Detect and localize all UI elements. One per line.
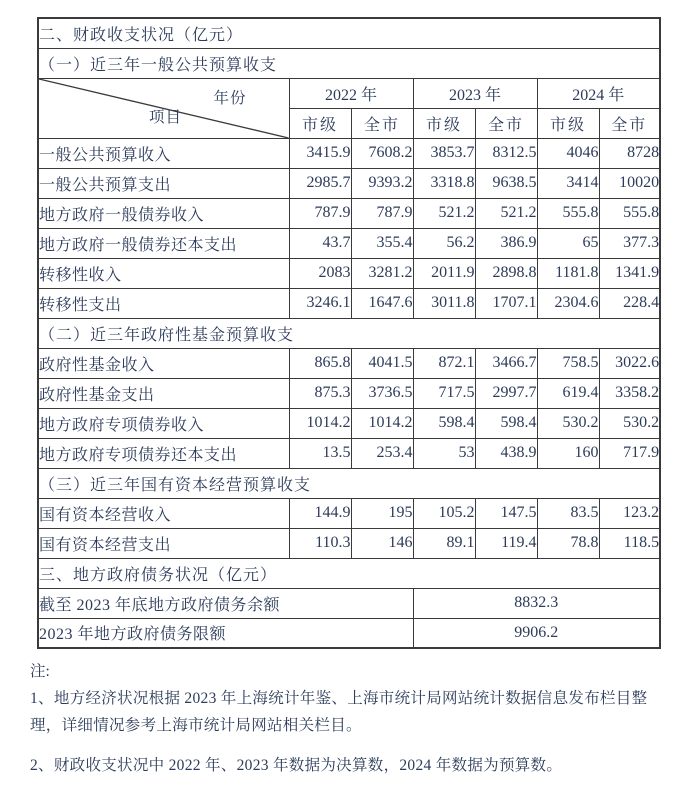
row-label: 国有资本经营收入 xyxy=(38,498,289,528)
value-cell: 3022.6 xyxy=(599,348,660,378)
subsection-row-govt-funds xyxy=(38,318,660,348)
value-cell: 3415.9 xyxy=(289,138,351,168)
note-heading: 注: xyxy=(30,663,50,680)
table-row xyxy=(38,378,660,408)
value-cell: 7608.2 xyxy=(351,138,413,168)
subsection-title-general-budget: （一）近三年一般公共预算收支 xyxy=(38,48,660,78)
corner-cell xyxy=(38,78,289,138)
value-cell: 1341.9 xyxy=(599,258,660,288)
table-row xyxy=(38,168,660,198)
value-cell: 875.3 xyxy=(289,378,351,408)
row-label: 转移性收入 xyxy=(38,258,289,288)
value-cell: 10020 xyxy=(599,168,660,198)
value-cell: 717.9 xyxy=(599,438,660,468)
value-cell: 872.1 xyxy=(413,348,475,378)
value-cell: 228.4 xyxy=(599,288,660,318)
value-cell: 598.4 xyxy=(475,408,537,438)
row-label: 转移性支出 xyxy=(38,288,289,318)
value-cell: 146 xyxy=(351,528,413,558)
value-cell: 530.2 xyxy=(599,408,660,438)
value-cell: 2985.7 xyxy=(289,168,351,198)
value-cell: 521.2 xyxy=(475,198,537,228)
value-cell: 123.2 xyxy=(599,498,660,528)
footnotes xyxy=(30,658,670,779)
table-row xyxy=(38,438,660,468)
value-cell: 598.4 xyxy=(413,408,475,438)
value-cell: 3011.8 xyxy=(413,288,475,318)
value-cell: 3281.2 xyxy=(351,258,413,288)
value-cell: 865.8 xyxy=(289,348,351,378)
row-label: 政府性基金支出 xyxy=(38,378,289,408)
row-label: 地方政府一般债券收入 xyxy=(38,198,289,228)
note-item-2: 2、财政收支状况中 2022 年、2023 年数据为决算数，2024 年数据为预算数。 xyxy=(30,757,563,774)
level-header: 市级 xyxy=(413,108,475,138)
section-title-fiscal: 二、财政收支状况（亿元） xyxy=(38,18,660,48)
value-cell: 530.2 xyxy=(537,408,599,438)
section-row-debt xyxy=(38,558,660,588)
value-cell: 787.9 xyxy=(289,198,351,228)
row-label: 地方政府专项债券还本支出 xyxy=(38,438,289,468)
subsection-row-general-budget xyxy=(38,48,660,78)
value-cell: 521.2 xyxy=(413,198,475,228)
year-header-2023: 2023 年 xyxy=(413,78,537,108)
value-cell: 355.4 xyxy=(351,228,413,258)
value-cell: 1181.8 xyxy=(537,258,599,288)
value-cell: 2997.7 xyxy=(475,378,537,408)
value-cell: 160 xyxy=(537,438,599,468)
value-cell: 110.3 xyxy=(289,528,351,558)
value-cell: 1647.6 xyxy=(351,288,413,318)
value-cell: 195 xyxy=(351,498,413,528)
level-header: 全市 xyxy=(599,108,660,138)
table-row-debt xyxy=(38,618,660,648)
corner-year-label: 年份 xyxy=(213,89,247,107)
year-header-2024: 2024 年 xyxy=(537,78,660,108)
value-cell: 717.5 xyxy=(413,378,475,408)
subsection-row-state-capital xyxy=(38,468,660,498)
value-cell: 9638.5 xyxy=(475,168,537,198)
level-header: 全市 xyxy=(475,108,537,138)
value-cell: 3736.5 xyxy=(351,378,413,408)
year-header-2022: 2022 年 xyxy=(289,78,413,108)
row-label: 一般公共预算支出 xyxy=(38,168,289,198)
value-cell: 118.5 xyxy=(599,528,660,558)
value-cell: 377.3 xyxy=(599,228,660,258)
debt-value: 8832.3 xyxy=(413,588,660,618)
row-label: 国有资本经营支出 xyxy=(38,528,289,558)
value-cell: 555.8 xyxy=(537,198,599,228)
section-title-debt: 三、地方政府债务状况（亿元） xyxy=(38,558,660,588)
subsection-title-state-capital: （三）近三年国有资本经营预算收支 xyxy=(38,468,660,498)
value-cell: 4041.5 xyxy=(351,348,413,378)
value-cell: 3414 xyxy=(537,168,599,198)
value-cell: 1707.1 xyxy=(475,288,537,318)
value-cell: 43.7 xyxy=(289,228,351,258)
value-cell: 4046 xyxy=(537,138,599,168)
value-cell: 13.5 xyxy=(289,438,351,468)
value-cell: 105.2 xyxy=(413,498,475,528)
section-row-fiscal xyxy=(38,18,660,48)
debt-label: 截至 2023 年底地方政府债务余额 xyxy=(38,588,413,618)
value-cell: 119.4 xyxy=(475,528,537,558)
value-cell: 3318.8 xyxy=(413,168,475,198)
subsection-title-govt-funds: （二）近三年政府性基金预算收支 xyxy=(38,318,660,348)
value-cell: 3466.7 xyxy=(475,348,537,378)
corner-item-label: 项目 xyxy=(149,108,183,126)
value-cell: 65 xyxy=(537,228,599,258)
note-item-1: 1、地方经济状况根据 2023 年上海统计年鉴、上海市统计局网站统计数据信息发布栏目整理，详细情况参考上海市统计局网站相关栏目。 xyxy=(30,690,648,734)
value-cell: 3246.1 xyxy=(289,288,351,318)
debt-value: 9906.2 xyxy=(413,618,660,648)
value-cell: 3853.7 xyxy=(413,138,475,168)
value-cell: 147.5 xyxy=(475,498,537,528)
table-row xyxy=(38,408,660,438)
value-cell: 8728 xyxy=(599,138,660,168)
table-row xyxy=(38,528,660,558)
row-label: 一般公共预算收入 xyxy=(38,138,289,168)
value-cell: 78.8 xyxy=(537,528,599,558)
table-row xyxy=(38,198,660,228)
level-header: 市级 xyxy=(537,108,599,138)
value-cell: 9393.2 xyxy=(351,168,413,198)
value-cell: 2304.6 xyxy=(537,288,599,318)
value-cell: 144.9 xyxy=(289,498,351,528)
table-row-debt xyxy=(38,588,660,618)
value-cell: 758.5 xyxy=(537,348,599,378)
row-label: 地方政府专项债券收入 xyxy=(38,408,289,438)
value-cell: 787.9 xyxy=(351,198,413,228)
value-cell: 2011.9 xyxy=(413,258,475,288)
level-header: 市级 xyxy=(289,108,351,138)
value-cell: 8312.5 xyxy=(475,138,537,168)
table-row xyxy=(38,348,660,378)
value-cell: 53 xyxy=(413,438,475,468)
table-row xyxy=(38,498,660,528)
table-row xyxy=(38,258,660,288)
table-row xyxy=(38,228,660,258)
table-row xyxy=(38,138,660,168)
table-row xyxy=(38,288,660,318)
value-cell: 83.5 xyxy=(537,498,599,528)
value-cell: 1014.2 xyxy=(289,408,351,438)
value-cell: 386.9 xyxy=(475,228,537,258)
value-cell: 438.9 xyxy=(475,438,537,468)
value-cell: 253.4 xyxy=(351,438,413,468)
value-cell: 2898.8 xyxy=(475,258,537,288)
header-row-years xyxy=(38,78,660,108)
value-cell: 89.1 xyxy=(413,528,475,558)
value-cell: 2083 xyxy=(289,258,351,288)
row-label: 地方政府一般债券还本支出 xyxy=(38,228,289,258)
debt-label: 2023 年地方政府债务限额 xyxy=(38,618,413,648)
value-cell: 56.2 xyxy=(413,228,475,258)
row-label: 政府性基金收入 xyxy=(38,348,289,378)
level-header: 全市 xyxy=(351,108,413,138)
value-cell: 555.8 xyxy=(599,198,660,228)
fiscal-table xyxy=(37,17,661,649)
value-cell: 1014.2 xyxy=(351,408,413,438)
value-cell: 619.4 xyxy=(537,378,599,408)
value-cell: 3358.2 xyxy=(599,378,660,408)
